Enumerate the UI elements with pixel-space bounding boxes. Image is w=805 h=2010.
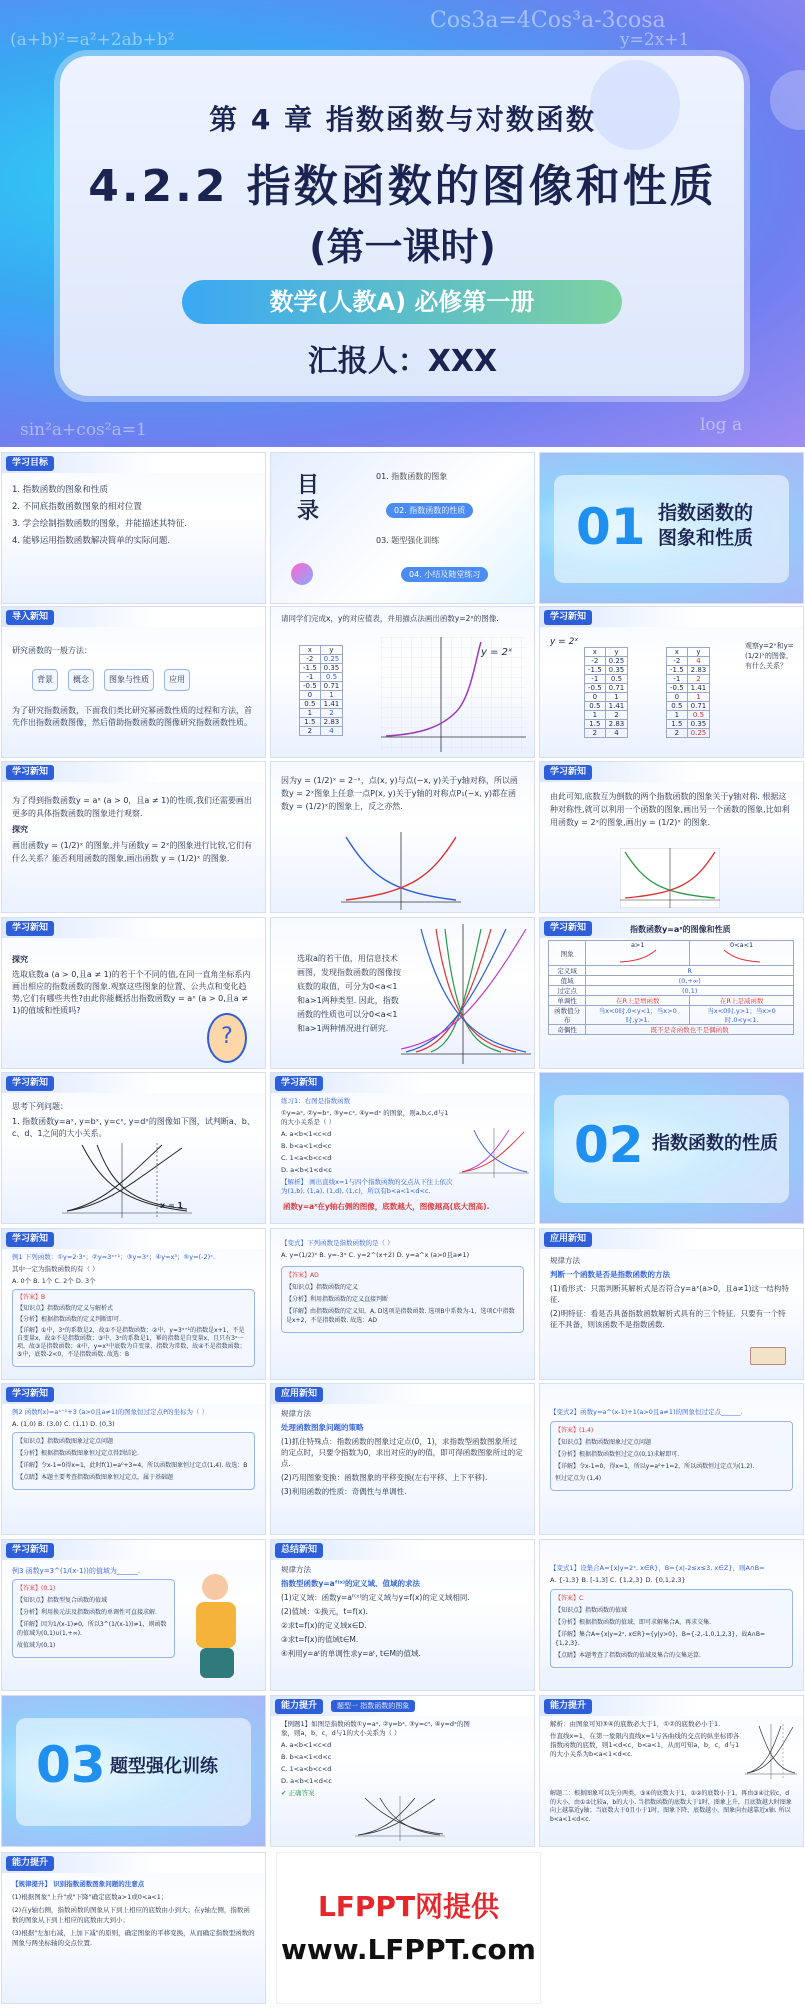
slide-rule-summary <box>1 1852 266 2004</box>
option: D. a<b<1<d<c <box>281 1166 332 1174</box>
summary-text: ②求t=f(x)的定义域x∈D. <box>281 1621 367 1630</box>
example-title: 例2 函数f(x)=aˣ⁻¹+3 (a>0且a≠1)的图象恒过定点P的坐标为（ ） <box>12 1408 209 1416</box>
graph-type <box>355 1796 445 1841</box>
question: 其中一定为指数函数的有（ ） <box>12 1265 99 1273</box>
slide-reciprocal <box>539 761 804 913</box>
answer-box: 【答案】B 【知识点】指数函数的定义与解析式 【分析】根据指数函数的定义判断即可. 【详解】①中，3ˣ的系数是2，故①不是指数函数；②中，y=3ˣ⁺¹的指数是x+1，不是自变量x，故②不是指数函数；③中，3ˣ的系数是1，幂的指数是自变量x，且只有3ˣ一项，故③是指数函数；④中，y=x³中底数为自变量，指数为常数，故④不是指数函数；⑤中，底数-2<0，不是指数函数. 故选：B <box>12 1289 255 1367</box>
graph-solution <box>745 1724 797 1779</box>
property-table: 图象 a>1 0<a<1 定义域 R 值域 (0,+∞) 过定点 (0,1) 单调性 在R上是增函数 在R上是减函数 函数值分布 当x<0时,0<y<1；当x>0时,y>1. 当x<0时,y>1；当x>0时,0<y<1. 奇偶性 既不是奇函数也不是偶函数 <box>548 940 794 1035</box>
method-heading: 判断一个函数是否是指数函数的方法 <box>550 1270 670 1279</box>
slide-exercise-1 <box>270 1072 535 1224</box>
chapter-title: 第 4 章 指数函数与对数函数 <box>209 103 596 136</box>
slide-header: 应用新知 <box>544 1232 592 1247</box>
slide-header: 学习新知 <box>6 1543 54 1558</box>
value-table: x y -2 4 -1.5 2.83 -1 2 -0.5 1.41 0 1 0.5 0.71 1 0.5 1.5 0.35 2 0.25 <box>666 647 710 738</box>
slide-type-1-solution <box>539 1695 804 1847</box>
method-text: (2)巧用图象变换：函数图象的平移变换(左右平移、上下平移). <box>281 1473 488 1482</box>
method-heading: 处理函数图象问题的策略 <box>281 1423 364 1432</box>
curve-label: y = 2ˣ <box>481 647 513 658</box>
slide-explore-2 <box>1 917 266 1069</box>
slide-header: 学习新知 <box>544 610 592 625</box>
summary-text: ④利用y=aᵗ的单调性求y=aᵗ, t∈M的值域. <box>281 1649 421 1658</box>
summary-sub: 规律方法 <box>281 1565 311 1574</box>
slide-variant-2 <box>539 1383 804 1535</box>
answer-box: 【知识点】指数函数图象过定点问题 【分析】根据指数函数图象恒过定点得到结论. 【详解】令x-1=0得x=1，此时f(1)=a⁰+3=4，所以函数图象恒过定点(1,4). 故选：B 【点睛】本题主要考查指数函数图象恒过定点，属于基础题 <box>12 1432 255 1490</box>
slide-property-table <box>539 917 804 1069</box>
step-box: 图象与性质 <box>104 669 154 691</box>
slide-header: 学习新知 <box>6 1387 54 1402</box>
answer-box: 【答案】C 【知识点】指数函数的值域 【分析】根据指数函数的值域，即可求解集合A，再求交集. 【详解】集合A={x|y=2ˣ, x∈R}={y|y>0}，B={-2,-1,0,1,2,3}，故A∩B={1,2,3}. 【点睛】本题考查了指数函数的值域及集合的交集运算. <box>550 1589 793 1668</box>
slide-text: 由此可知,底数互为倒数的两个指数函数的图象关于y轴对称. 根据这种对称性,就可以利用一个函数的图象,画出另一个函数的图象,比如利用函数y = 2ˣ的图象,画出y = (1/2)ˣ 的图象. <box>550 792 790 827</box>
decor-ball <box>291 563 313 585</box>
slide-toc <box>270 452 535 604</box>
slide-header: 总结新知 <box>275 1543 323 1558</box>
slide-header: 学习目标 <box>6 456 54 471</box>
slide-header: 学习新知 <box>6 1076 54 1091</box>
goal-item: 1. 指数函数的图象和性质 <box>12 485 108 495</box>
options: A. (1,0) B. (3,0) C. (1,1) D. (0,3) <box>12 1420 115 1428</box>
graph-symmetry <box>341 832 461 910</box>
slide-type-1 <box>270 1695 535 1847</box>
toc-title: 目录 <box>297 473 320 524</box>
solution-text: 解析：由图象可知③④的底数必大于1，①②的底数必小于1. <box>550 1720 721 1728</box>
slide-variant-1 <box>270 1228 535 1380</box>
slide-text: 选取底数a (a > 0,且a ≠ 1)的若干个不同的值,在同一直角坐标系内画出相应的指数函数的图象.观察这些图象的位置、公共点和变化趋势,它们有哪些共性?由此你能概括出指数函数y = aˣ (a > 0,且a ≠ 1)的值域和性质吗? <box>12 970 251 1015</box>
method-text: (1)看形式：只需判断其解析式是否符合y=aˣ(a>0，且a≠1)这一结构特征. <box>550 1284 789 1304</box>
slide-text: 思考下列问题： <box>12 1102 68 1111</box>
toc-item: 04. 小结及随堂练习 <box>401 567 488 582</box>
option: C. 1<a<b<c<d <box>281 1154 332 1162</box>
solution-text: 【解析】 画出直线x=1与四个指数函数的交点从下往上依次为(1,b), (1,a), (1,d), (1,c)，所以有b<a<1<d<c. <box>281 1178 453 1195</box>
exercise-title: 练习1：右图是指数函数 <box>281 1097 351 1105</box>
goal-item: 2. 不同底指数函数图象的相对位置 <box>12 502 142 512</box>
rule-text: (1)根据图象"上升"或"下降"确定底数a>1或0<a<1； <box>12 1893 168 1901</box>
method-title: 规律方法 <box>550 1256 580 1265</box>
provider-name: LFPPT网提供 <box>317 1890 500 1923</box>
intro-text: 为了研究指数函数，下面我们类比研究幂函数性质的过程和方法，首先作出指数函数图像，然后借助指数函数的图像研究指数函数性质。 <box>12 706 252 727</box>
example-title: 例3 函数y=3^(1/(x-1))的值域为______. <box>12 1567 141 1575</box>
example-title: 例1 下列函数：①y=2·3ˣ；②y=3ˣ⁺¹；③y=3ˣ；④y=x³；⑤y=(-2)ˣ. <box>12 1253 216 1261</box>
summary-text: (1)定义域：函数y=aᶠ⁽ˣ⁾的定义域与y=f(x)的定义域相同. <box>281 1593 470 1602</box>
reporter: 汇报人：XXX <box>307 344 498 379</box>
chalk-formula: y=2x+1 <box>620 30 690 50</box>
example-text: 【例题1】如图是指数函数①y=aˣ, ②y=bˣ, ③y=cˣ, ④y=dˣ的图象，则a，b，c，d与1的大小关系为（ ） <box>281 1720 470 1737</box>
textbook-pill: 数学(人教A) 必修第一册 <box>182 280 622 324</box>
slide-header: 能力提升 <box>544 1699 592 1714</box>
book-icon <box>750 1347 786 1365</box>
summary-text: ③求t=f(x)的值域t∈M. <box>281 1635 359 1644</box>
step-box: 概念 <box>68 669 94 691</box>
solution-text: 解题二：根据图象可以先分两类，③④的底数大于1，①②的底数小于1，再由③④比较c，d的大小，由①②比较a，b的大小. 当指数函数的底数大于1时，图象上升，且底数越大时图象向上越靠近y轴；当底数大于0且小于1时，图象下降，底数越小，图象向右越靠近x轴. 所以b<a<1<d<c. <box>550 1790 792 1823</box>
option: D. a<b<1<d<c <box>281 1777 332 1785</box>
line-label: x = 1 <box>160 1201 183 1210</box>
option: A. a<b<1<c<d <box>281 1741 332 1749</box>
answer-box: 【答案】(1,4) 【知识点】指数函数图象过定点问题 【分析】根据指数函数恒过定点(0,1)求解即可. 【详解】令x-1=0，得x=1，所以y=a⁰+1=2，所以函数恒过定点为(1,2). 恒过定点为 (1,4) <box>550 1421 793 1491</box>
slide-text: 选取a的若干值，用信息技术画图，发现指数函数的图像按底数的取值，可分为0<a<1和a>1两种类型. 因此，指数函数的性质也可以分0<a<1和a>1两种情况进行研究. <box>297 954 401 1033</box>
lesson-title: 4.2.2 指数函数的图像和性质 <box>88 161 717 212</box>
slide-header: 学习新知 <box>6 765 54 780</box>
variant-title: 【变式】下列函数是指数函数的是（ ） <box>281 1239 394 1247</box>
slide-symmetry <box>270 761 535 913</box>
slide-text: 画出函数y = (1/2)ˣ 的图象,并与函数y = 2ˣ的图象进行比较,它们有什么关系？能否利用函数的图象,画出函数 y = (1/2)ˣ 的图象. <box>12 841 252 863</box>
section-number: 03 <box>36 1736 106 1794</box>
rule-heading: 【规律提升】 识别指数函数图象问题的注意点 <box>12 1880 145 1888</box>
summary-text: (2)值域：①换元，t=f(x). <box>281 1607 368 1616</box>
slide-variant-3 <box>539 1539 804 1691</box>
section-number: 01 <box>576 498 646 556</box>
graph-exercise <box>459 1128 529 1178</box>
section-line: 题型强化训练 <box>110 1756 218 1777</box>
slide-goals <box>1 452 266 604</box>
slide-header: 学习新知 <box>544 765 592 780</box>
option: C. 1<a<b<c<d <box>281 1765 332 1773</box>
value-table: x y -2 0.25 -1.5 0.35 -1 0.5 -0.5 0.71 0 1 0.5 1.41 1 2 1.5 2.83 2 4 <box>584 647 628 738</box>
explore-label: 探究 <box>12 955 28 964</box>
correct-answer: ✔ 正确答案 <box>281 1789 315 1797</box>
explore-label: 探究 <box>12 825 28 834</box>
slide-header: 学习新知 <box>275 1076 323 1091</box>
rule-text: (3)根据"左加右减，上加下减"的原则，确定图象的平移变换，从而确定指数型函数的图象与两坐标轴的交点位置. <box>12 1929 255 1947</box>
chalk-formula: (a+b)²=a²+2ab+b² <box>10 30 175 50</box>
toc-item: 02. 指数函数的性质 <box>386 503 473 518</box>
slide-header: 能力提升 <box>275 1699 323 1714</box>
slide-compare-tables <box>539 606 804 758</box>
options: A. 0个 B. 1个 C. 2个 D. 3个 <box>12 1277 96 1285</box>
solution-text: 作直线x=1，在第一象限内直线x=1与各曲线的交点的纵坐标即各指数函数的底数，则1<d<c，b<a<1，从而可知a，b，c，d与1的大小关系为b<a<1<d<c. <box>550 1732 740 1758</box>
slide-method-2 <box>270 1383 535 1535</box>
graph-reciprocal <box>620 848 720 908</box>
goal-item: 3. 学会绘制指数函数的图象，并能描述其特征. <box>12 519 188 529</box>
slide-text: 请同学们完成x，y的对应值表，并用描点法画出函数y=2ˣ的图像. <box>281 614 499 623</box>
slide-header: 学习新知 <box>6 1232 54 1247</box>
answer-box: 【答案】(0,1) 【知识点】指数型复合函数的值域 【分析】利用换元法及指数函数的单调性可直接求解. 【详解】因为1/(x-1)≠0，所以3^(1/(x-1))≠1，则函数的值域为(0,1)∪(1,+∞). 故值域为(0,1) <box>12 1579 175 1658</box>
answer-box: 【答案】AD 【知识点】指数函数的定义 【分析】利用指数函数的定义直接判断 【详解】由指数函数的定义知，A, D选项是指数函数. 选项B中系数为-1，选项C中指数是x+2，不是指数函数. 故选：AD <box>281 1266 524 1333</box>
slide-think <box>1 1072 266 1224</box>
lesson-subtitle: (第一课时) <box>309 225 496 269</box>
slide-example-2 <box>1 1383 266 1535</box>
graph-multi-base <box>401 924 531 1064</box>
slide-header: 应用新知 <box>275 1387 323 1402</box>
method-text: (3)利用函数的性质：奇偶性与单调性. <box>281 1487 407 1496</box>
step-box: 应用 <box>164 669 190 691</box>
variant-title: 【变式1】设集合A={x|y=2ˣ, x∈R}，B={x|-2≤x≤3, x∈Z}，则A∩B= <box>550 1564 765 1572</box>
section-slide-01 <box>539 452 804 604</box>
slide-multi-graph <box>270 917 535 1069</box>
slide-table-y2x <box>270 606 535 758</box>
chalk-formula: log a <box>700 415 743 435</box>
slide-explore-1 <box>1 761 266 913</box>
summary-heading: 指数型函数y=aᶠ⁽ˣ⁾的定义域、值域的求法 <box>281 1579 420 1588</box>
intro-text: 研究函数的一般方法： <box>12 646 92 655</box>
cheering-person-icon <box>202 1574 228 1600</box>
method-text: (2)明特征：看是否具备指数函数解析式具有的三个特征．只要有一个特征不具备，则该函数不是指数函数. <box>550 1309 786 1329</box>
section-slide-03 <box>1 1695 266 1847</box>
question-text: 观察y=2ˣ和y=(1/2)ˣ的图像，有什么关系？ <box>745 642 794 670</box>
slide-example-1 <box>1 1228 266 1380</box>
section-line: 指数函数的性质 <box>652 1133 778 1154</box>
goal-item: 4. 能够运用指数函数解决简单的实际问题. <box>12 536 171 546</box>
type-label: 题型一 指数函数的图象 <box>331 1700 415 1712</box>
section-number: 02 <box>574 1116 644 1174</box>
slide-text: 因为y = (1/2)ˣ = 2⁻ˣ，点(x, y)与点(−x, y)关于y轴对称，所以函数y = 2ˣ图象上任意一点P(x, y)关于y轴的对称点P₁(−x, y)都在函数y = (1/2)ˣ的图象上，反之亦然. <box>281 776 518 811</box>
slide-method-1 <box>539 1228 804 1380</box>
slide-header: 学习新知 <box>6 921 54 936</box>
section-line: 图象和性质 <box>658 527 754 549</box>
toc-item: 01. 指数函数的图象 <box>376 472 448 481</box>
toc-item: 03. 题型强化训练 <box>376 536 440 545</box>
table-title: 指数函数y=aˣ的图像和性质 <box>630 925 731 934</box>
provider-url[interactable]: www.LFPPT.com <box>281 1933 536 1966</box>
slide-example-3 <box>1 1539 266 1691</box>
section-line: 指数函数的 <box>658 502 754 524</box>
method-title: 规律方法 <box>281 1409 311 1418</box>
slide-formula: y = 2ˣ <box>550 637 579 647</box>
slide-header: 导入新知 <box>6 610 54 625</box>
exercise-text: ①y=aˣ, ②y=bˣ, ③y=cˣ, ④y=dˣ 的图象，则a,b,c,d与1的大小关系是（ ） <box>281 1109 449 1126</box>
chalk-formula: sin²a+cos²a=1 <box>20 420 147 440</box>
thinking-person-icon: ? <box>207 1013 247 1063</box>
method-text: (1)抓住特殊点：指数函数的图象过定点(0，1)，求指数型函数图象所过的定点时，只要令指数为0，求出对应的y的值，即可得函数图象所过的定点. <box>281 1437 523 1468</box>
slide-header: 学习新知 <box>544 921 592 936</box>
cheering-person-legs <box>200 1648 234 1678</box>
provider-logo <box>276 1852 541 2004</box>
option: B. b<a<1<d<c <box>281 1753 332 1761</box>
options: A. {-1,3} B. [-1,3] C. {1,2,3} D. {0,1,2,3} <box>550 1576 686 1584</box>
value-table: x y -2 0.25 -1.5 0.35 -1 0.5 -0.5 0.71 0 1 0.5 1.41 1 2 1.5 2.83 2 4 <box>299 645 343 736</box>
option: B. b<a<1<d<c <box>281 1142 332 1150</box>
option: A. a<b<1<c<d <box>281 1130 332 1138</box>
step-box: 背景 <box>32 669 58 691</box>
variant-title: 【变式2】函数y=a^(x-1)+1(a>0且a≠1)的图象恒过定点______. <box>550 1408 743 1416</box>
chalk-formula: Cos3a=4Cos³a-3cosa <box>430 8 666 33</box>
title-slide <box>0 0 805 447</box>
section-slide-02 <box>539 1072 804 1224</box>
cheering-person-body <box>196 1602 236 1648</box>
slide-text: 1. 指数函数y=aˣ, y=bˣ, y=cˣ, y=dˣ的图像如下图，试判断a、b、c、d、1之间的大小关系。 <box>12 1117 255 1138</box>
rule-text: (2)在y轴右侧，指数函数的图象从下到上相应的底数由小到大；在y轴左侧，指数函数的图象从下到上相应的底数由大到小； <box>12 1906 250 1924</box>
slide-header: 能力提升 <box>6 1856 54 1871</box>
slide-intro <box>1 606 266 758</box>
slide-summary <box>270 1539 535 1691</box>
rule-text: 函数y=aˣ在y轴右侧的图像，底数越大，图像越高(底大图高). <box>283 1202 490 1211</box>
options: A. y=(1/2)ˣ B. y=-3ˣ C. y=2^(x+2) D. y=a^x (a>0且a≠1) <box>281 1251 470 1259</box>
slide-text: 为了得到指数函数y = aˣ (a > 0，且a ≠ 1)的性质,我们还需要画出更多的具体指数函数的图象进行观察. <box>12 796 252 818</box>
